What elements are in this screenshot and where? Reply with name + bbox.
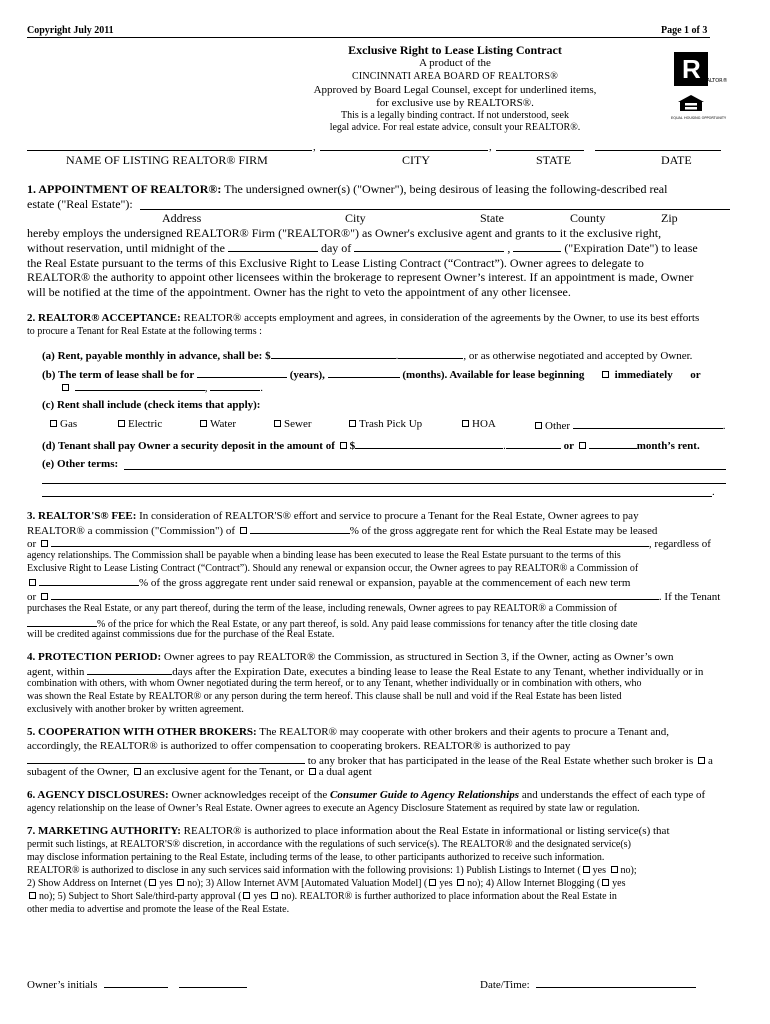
subagent-checkbox-prefix[interactable]	[698, 757, 705, 764]
utility-water: Water	[198, 418, 236, 430]
blog-yes-checkbox[interactable]	[602, 879, 609, 886]
section-5-line-2: accordingly, the REALTOR® is authorized to offer compensation to cooperating brokers. REALTOR® is authorized to pay	[27, 740, 571, 752]
section-6-line-2: agency relationship on the lease of Owner’s Real Estate. Owner agrees to execute an Agency Disclosure Statement as required by state law or regulation.	[27, 803, 640, 814]
cooperation-compensation-field[interactable]	[27, 753, 305, 764]
section-3-line-8: purchases the Real Estate, or any part thereof, during the term of the lease, including renewals, Owner agrees to pay REALTOR® a Commission of	[27, 603, 617, 614]
copyright-text: Copyright July 2011	[27, 25, 114, 36]
trash-checkbox[interactable]	[349, 420, 356, 427]
section-7-line-3: may disclose information pertaining to the Real Estate, including terms of the lease, to other participants authorized to receive such information.	[27, 852, 605, 863]
expiration-day-field[interactable]	[228, 241, 318, 252]
date-label: DATE	[661, 153, 692, 167]
deposit-amount-checkbox[interactable]	[340, 442, 347, 449]
section-7-heading: 7. MARKETING AUTHORITY:	[27, 825, 181, 837]
publish-yes-checkbox[interactable]	[583, 866, 590, 873]
deposit-dollars-field[interactable]	[355, 438, 503, 449]
protection-days-field[interactable]	[87, 664, 172, 675]
section-3-line-2: REALTOR® a commission ("Commission") of % of the gross aggregate rent for which the Real Estate may be leased	[27, 525, 658, 537]
title-advice: legal advice. For real estate advice, consult your REALTOR®.	[329, 122, 581, 133]
shortsale-yes-checkbox[interactable]	[243, 892, 250, 899]
other-terms-line-2[interactable]	[42, 483, 726, 484]
other-utility-field[interactable]	[573, 418, 723, 429]
hoa-checkbox[interactable]	[462, 420, 469, 427]
board-name: CINCINNATI AREA BOARD OF REALTORS®	[351, 71, 559, 82]
commission-other-field[interactable]	[51, 536, 649, 547]
lease-begin-row: , .	[60, 380, 263, 394]
section-1-line-7: will be notified at the time of the appointment. Owner has the right to veto the appointment of any other licensee.	[27, 285, 571, 299]
address-yes-checkbox[interactable]	[149, 879, 156, 886]
section-3-heading: 3. REALTOR'S® FEE:	[27, 510, 137, 522]
avm-yes-checkbox[interactable]	[429, 879, 436, 886]
address-county-label: County	[570, 211, 606, 225]
section-1-line-1: 1. APPOINTMENT OF REALTOR®: The undersigned owner(s) ("Owner"), being desirous of leasing the following-described real	[27, 182, 668, 196]
firm-label: NAME OF LISTING REALTOR® FIRM	[66, 153, 268, 167]
other-terms-label: (e) Other terms:	[42, 458, 119, 470]
other-terms-line-3[interactable]	[42, 496, 712, 497]
owner-initials-row: Owner’s initials	[27, 977, 247, 991]
realtor-logo-letter: R	[682, 54, 701, 84]
section-1-line-6: REALTOR® the authority to appoint other licensees within the brokerage to represent Owner’s interest. If an appointment is made, Owner	[27, 270, 694, 284]
utility-trash: Trash Pick Up	[347, 418, 422, 430]
eho-label: EQUAL HOUSING OPPORTUNITY	[671, 116, 727, 120]
blog-no-checkbox[interactable]	[29, 892, 36, 899]
expiration-month-field[interactable]	[354, 241, 504, 252]
section-7-line-6: no); 5) Subject to Short Sale/third-party approval ( yes no). REALTOR® is further authorized to place information about the Real Estate in	[27, 891, 617, 902]
renewal-other-checkbox[interactable]	[41, 593, 48, 600]
utility-sewer: Sewer	[272, 418, 312, 430]
dual-agent-checkbox[interactable]	[309, 768, 316, 775]
firm-line	[27, 150, 312, 151]
date-line	[595, 150, 721, 151]
expiration-year-field[interactable]	[513, 241, 561, 252]
purchase-commission-field[interactable]	[27, 616, 97, 627]
section-1-line-3: hereby employs the undersigned REALTOR® Firm ("REALTOR®") as Owner's exclusive agent and grants to it the exclusive right,	[27, 226, 662, 240]
section-7-line-4: REALTOR® is authorized to disclose in any such services said information with the following provisions: 1) Publish Listings to Internet ( yes no);	[27, 865, 637, 876]
section-3-line-5: Exclusive Right to Lease Listing Contract (“Contract”). Should any renewal or expansion occur, the Owner agrees to pay REALTOR® a Commission of	[27, 563, 639, 574]
section-1-line-2: estate ("Real Estate"):	[27, 197, 133, 211]
deposit-row: (d) Tenant shall pay Owner a security deposit in the amount of $ . or month’s rent.	[42, 440, 700, 452]
avm-no-checkbox[interactable]	[457, 879, 464, 886]
lease-term-row: (b) The term of lease shall be for (years), (months). Available for lease beginning immediately or	[42, 369, 701, 381]
gas-checkbox[interactable]	[50, 420, 57, 427]
term-years-field[interactable]	[197, 367, 287, 378]
utility-gas: Gas	[48, 418, 77, 430]
shortsale-no-checkbox[interactable]	[271, 892, 278, 899]
real-estate-address-line[interactable]	[140, 209, 730, 210]
title-approved: Approved by Board Legal Counsel, except for underlined items,	[313, 84, 597, 96]
utility-hoa: HOA	[460, 418, 496, 430]
electric-checkbox[interactable]	[118, 420, 125, 427]
header-rule	[27, 37, 710, 38]
section-7-line-5: 2) Show Address on Internet ( yes no); 3) Allow Internet AVM [Automated Valuation Model] ( yes no); 4) Allow Internet Blogging ( yes	[27, 878, 626, 889]
renewal-percent-checkbox[interactable]	[29, 579, 36, 586]
section-3-line-4: agency relationships. The Commission shall be payable when a binding lease has been executed to lease the Real Estate pursuant to the terms of this	[27, 550, 621, 561]
begin-date-field[interactable]	[75, 380, 205, 391]
sewer-checkbox[interactable]	[274, 420, 281, 427]
begin-date-checkbox[interactable]	[62, 384, 69, 391]
water-checkbox[interactable]	[200, 420, 207, 427]
rent-dollars-field[interactable]	[271, 348, 396, 359]
deposit-cents-field[interactable]	[506, 438, 561, 449]
other-terms-line-1[interactable]	[124, 469, 726, 470]
section-3-line-7: or . If the Tenant	[27, 591, 721, 603]
section-3-line-9: % of the price for which the Real Estate, or any part thereof, is sold. Any paid lease commissions for tenancy after the title closing date	[27, 616, 637, 630]
section-5-line-4: subagent of the Owner, an exclusive agent for the Tenant, or a dual agent	[27, 766, 372, 778]
realtor-logo-label: REALTOR®	[700, 78, 728, 84]
begin-year-field[interactable]	[210, 380, 260, 391]
address-no-checkbox[interactable]	[177, 879, 184, 886]
rent-cents-field[interactable]	[398, 348, 463, 359]
renewal-other-field[interactable]	[51, 589, 659, 600]
commission-percent-checkbox[interactable]	[240, 527, 247, 534]
contract-page: Copyright July 2011 Page 1 of 3 Exclusive Right to Lease Listing Contract A product of the CINCINNATI AREA BOARD OF REALTORS® Approved by Board Legal Counsel, except for underlined items, for exclusive use by REALTORS®. This is a legally binding contract. If not understood, seek legal advice. For real estate advice, consult your REALTOR®. R REALTOR® EQUAL HOUSING OPPORTUNITY , , NAME OF LISTING REALTOR® FIRM CITY STATE DATE 1. APPOINTMENT OF REALTOR®: The undersigned owner(s) ("Owner"), being desirous of leasing the following-described real estate ("Real Estate"): Address City State County Zip hereby employs the undersigned REALTOR® Firm ("REALTOR®") as Owner's exclusive agent and grants to it the exclusive right, without reservation, until midnight of the day of , ("Expiration Date") to lease the Real Estate pursuant to the terms of this Exclusive Right to Lease Listing Contract (“Contract”). Owner agrees to delegate to REALTOR® the authority to appoint other licensees within the brokerage to represent Owner’s interest. If an appointment is made, Owner will be notified at the time of the appointment. Owner has the right to veto the appointment of any other licensee. 2. REALTOR® ACCEPTANCE: REALTOR® accepts employment and agrees, in consideration of the agreements by the Owner, to use its best efforts to procure a Tenant for Real Estate at the following terms : (a) Rent, payable monthly in advance, shall be: $ . , or as otherwise negotiated and accepted by Owner. (b) The term of lease shall be for (years), (months). Available for lease beginning immediately or , . (c) Rent shall include (check items that apply): Gas Electric Water Sewer Trash Pick Up HOA Other . (d) Tenant shall pay Owner a security deposit in the amount of $ . or month’s rent. (e) Other terms: . 3. REALTOR'S® FEE: In consideration of REALTOR'S® effort and service to procure a Tenant for the Real Estate, Owner agrees to pay REALTOR® a commission ("Commission") of % of the gross aggregate rent for which the Real Estate may be leased or , regardless of agency relationships. The Commission shall be payable when a binding lease has been executed to lease the Real Estate pursuant to the terms of this Exclusive Right to Lease Listing Contract (“Contract”). Should any renewal or expansion occur, the Owner agrees to pay REALTOR® a Commission of % of the gross aggregate rent under said renewal or expansion, payable at the commencement of each new term or . If the Tenant purchases the Real Estate, or any part thereof, during the term of the lease, including renewals, Owner agrees to pay REALTOR® a Commission of % of the price for which the Real Estate, or any part thereof, is sold. Any paid lease commissions for tenancy after the title closing date will be credited against commissions due for the purchase of the Real Estate. 4. PROTECTION PERIOD: Owner agrees to pay REALTOR® the Commission, as structured in Section 3, if the Owner, acting as Owner’s own agent, within days after the Expiration Date, executes a binding lease to lease the Real Estate to any Tenant, whether individually or in combination with others, with whom Owner negotiated during the term hereof, or to any Tenant, whether individually or in combination with others, who was shown the Real Estate by REALTOR® or any person during the term hereof. This clause shall be null and void if the Real Estate has been listed exclusively with another broker by written agreement. 5. COOPERATION WITH OTHER BROKERS: The REALTOR® may cooperate with other brokers and their agents to procure a Tenant and, accordingly, the REALTOR® is authorized to offer compensation to cooperating brokers. REALTOR® is authorized to pay to any broker that has participated in the lease of the Real Estate whether such broker is a subagent of the Owner, an exclusive agent for the Tenant, or a dual agent 6. AGENCY DISCLOSURES: Owner acknowledges receipt of the Consumer Guide to Agency Relationships and understands the effect of each type of agency relationship on the lease of Owner’s Real Estate. Owner agrees to execute an Agency Disclosure Statement as required by state law or regulation. 7. MARKETING AUTHORITY: REALTOR® is authorized to place information about the Real Estate in informational or listing service(s) that permit such listings, at REALTOR'S® discretion, in accordance with the regulations of such service(s). The REALTOR® and the designated service(s) may disclose information pertaining to the Real Estate, including terms of the lease, to other participants authorized to receive such information. REALTOR® is authorized to disclose in any such services said information with the following provisions: 1) Publish Listings to Internet ( yes no); 2) Show Address on Internet ( yes no); 3) Allow Internet AVM [Automated Valuation Model] ( yes no); 4) Allow Internet Blogging ( yes no); 5) Subject to Short Sale/third-party approval ( yes no). REALTOR® is further authorized to place information about the Real Estate in other media to advertise and promote the lease of the Real Estate. Owner’s initials Date/Time:	[0, 0, 770, 1024]
section-2-line-1: 2. REALTOR® ACCEPTANCE: REALTOR® accepts employment and agrees, in consideration of the agreements by the Owner, to use its best efforts	[27, 312, 700, 324]
commission-percent-field[interactable]	[250, 523, 350, 534]
section-4-line-1: 4. PROTECTION PERIOD: Owner agrees to pay REALTOR® the Commission, as structured in Section 3, if the Owner, acting as Owner’s own	[27, 651, 674, 663]
owner-initials-field-2[interactable]	[179, 977, 247, 988]
rent-row: (a) Rent, payable monthly in advance, shall be: $ . , or as otherwise negotiated and accepted by Owner.	[42, 350, 693, 362]
section-3-line-1: 3. REALTOR'S® FEE: In consideration of REALTOR'S® effort and service to procure a Tenant for the Real Estate, Owner agrees to pay	[27, 510, 639, 522]
term-months-field[interactable]	[328, 367, 400, 378]
section-3-line-3: or , regardless of	[27, 538, 711, 550]
other-checkbox[interactable]	[535, 422, 542, 429]
state-line	[496, 150, 584, 151]
city-label: CITY	[402, 153, 430, 167]
section-4-line-5: exclusively with another broker by written agreement.	[27, 704, 244, 715]
deposit-months-field[interactable]	[589, 438, 637, 449]
section-6-heading: 6. AGENCY DISCLOSURES:	[27, 789, 169, 801]
equal-housing-icon	[674, 94, 708, 116]
publish-no-checkbox[interactable]	[611, 866, 618, 873]
section-1-line-4: without reservation, until midnight of the day of , ("Expiration Date") to lease	[27, 241, 698, 255]
title-binding: This is a legally binding contract. If not understood, seek	[340, 110, 569, 121]
owner-initials-field-1[interactable]	[104, 977, 168, 988]
immediately-checkbox[interactable]	[602, 371, 609, 378]
utility-other: Other .	[533, 418, 726, 432]
address-city-label: City	[345, 211, 366, 225]
title-product: A product of the	[419, 57, 491, 69]
deposit-months-checkbox[interactable]	[579, 442, 586, 449]
renewal-percent-field[interactable]	[39, 575, 139, 586]
section-2-line-2: to procure a Tenant for Real Estate at the following terms :	[27, 326, 262, 337]
section-3-line-10: will be credited against commissions due for the purchase of the Real Estate.	[27, 629, 335, 640]
section-4-line-3: combination with others, with whom Owner negotiated during the term hereof, or to any Tenant, whether individually or in combination with others, who	[27, 678, 642, 689]
section-5-line-1: 5. COOPERATION WITH OTHER BROKERS: The REALTOR® may cooperate with other brokers and their agents to procure a Tenant and,	[27, 726, 669, 738]
address-state-label: State	[480, 211, 504, 225]
section-7-line-7: other media to advertise and promote the lease of the Real Estate.	[27, 904, 290, 915]
address-label: Address	[162, 211, 202, 225]
section-4-line-4: was shown the Real Estate by REALTOR® or any person during the term hereof. This clause shall be null and void if the Real Estate has been listed	[27, 691, 622, 702]
rent-include-label: (c) Rent shall include (check items that apply):	[42, 399, 261, 411]
section-4-heading: 4. PROTECTION PERIOD:	[27, 651, 162, 663]
page-number: Page 1 of 3	[661, 25, 708, 36]
utility-electric: Electric	[116, 418, 162, 430]
datetime-field[interactable]	[536, 977, 696, 988]
title-exclusive: for exclusive use by REALTORS®.	[376, 97, 534, 109]
state-label: STATE	[536, 153, 572, 167]
commission-other-checkbox[interactable]	[41, 540, 48, 547]
section-6-line-1: 6. AGENCY DISCLOSURES: Owner acknowledges receipt of the Consumer Guide to Agency Relationships and understands the effect of each type of	[27, 789, 706, 801]
section-5-heading: 5. COOPERATION WITH OTHER BROKERS:	[27, 726, 257, 738]
section-2-heading: 2. REALTOR® ACCEPTANCE:	[27, 312, 181, 324]
document-title: Exclusive Right to Lease Listing Contract	[348, 43, 562, 57]
tenant-agent-checkbox[interactable]	[134, 768, 141, 775]
section-1-line-5: the Real Estate pursuant to the terms of this Exclusive Right to Lease Listing Contract (“Contract”). Owner agrees to delegate to	[27, 256, 644, 270]
section-4-line-2: agent, within days after the Expiration Date, executes a binding lease to lease the Real Estate to any Tenant, whether individually or in	[27, 666, 704, 678]
section-5-line-3: to any broker that has participated in the lease of the Real Estate whether such broker is a	[27, 753, 713, 767]
section-3-line-6: % of the gross aggregate rent under said renewal or expansion, payable at the commencement of each new term	[27, 575, 630, 589]
section-7-line-2: permit such listings, at REALTOR'S® discretion, in accordance with the regulations of such service(s). The REALTOR® and the designated service(s)	[27, 839, 631, 850]
address-zip-label: Zip	[661, 211, 678, 225]
section-7-line-1: 7. MARKETING AUTHORITY: REALTOR® is authorized to place information about the Real Estate in informational or listing service(s) that	[27, 825, 670, 837]
datetime-row: Date/Time:	[480, 977, 696, 991]
section-1-heading: 1. APPOINTMENT OF REALTOR®:	[27, 182, 222, 196]
city-line	[320, 150, 488, 151]
